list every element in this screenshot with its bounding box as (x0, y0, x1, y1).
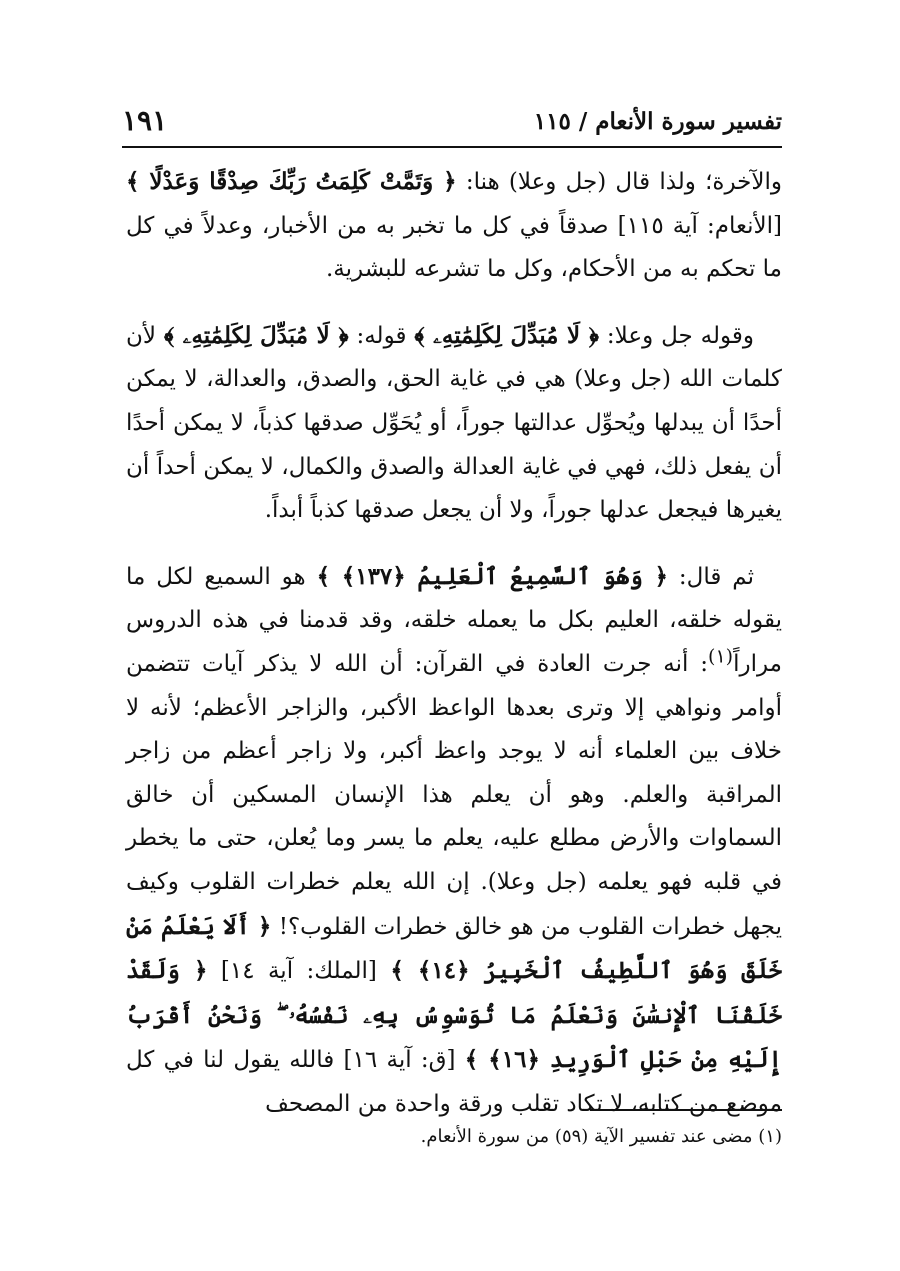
footnote: (١) مضى عند تفسير الآية (٥٩) من سورة الأنعام. (420, 1126, 782, 1147)
body-text (126, 160, 782, 1126)
footnote-reference[interactable]: (١) (708, 645, 734, 668)
page-number: ١٩١ (122, 104, 168, 137)
text-run: [الملك: آية ١٤] (207, 958, 391, 985)
text-run: قوله: (348, 322, 415, 349)
text-run: [الأنعام: آية ١١٥] صدقاً في كل ما تخبر به من الأخبار، وعدلاً في كل ما تحكم به من الأحكام، وكل ما تشرعه للبشرية. (126, 212, 782, 283)
text-run: وقوله جل وعلا: (598, 322, 754, 349)
paragraph-2 (126, 314, 782, 533)
quran-verse: ﴿ أَلَا يَعْلَمُ مَنْ خَلَقَ وَهُوَ ٱللَّطِيفُ ٱلْخَبِيرُ ﴿١٤﴾ ﴾ (126, 912, 782, 985)
quran-verse: ﴿ لَا مُبَدِّلَ لِكَلِمَٰتِهِۦ ﴾ (414, 321, 599, 349)
text-run: [ق: آية ١٦] فالله يقول لنا في كل موضع من كتابه، لا تكاد تقلب ورقة واحدة من المصحف (126, 1047, 782, 1117)
text-run: ثم قال: (667, 563, 754, 590)
paragraph-gap (126, 292, 782, 314)
quran-verse: ﴿ وَتَمَّتْ كَلِمَتُ رَبِّكَ صِدْقًا وَعَدْلًا ﴾ (126, 168, 457, 195)
paragraph-3 (126, 555, 782, 1127)
running-title: تفسير سورة الأنعام / ١١٥ (533, 108, 782, 135)
header-rule (122, 146, 782, 148)
text-run: لأن كلمات الله (جل وعلا) هي في غاية الحق، والصدق، والعدالة، لا يمكن أحدًا أن يبدلها ويُحوِّل عدالتها جوراً، أو يُحَوِّل صدقها كذباً، لا يمكن أحدًا أن يفعل ذلك، فهي في غاية العدالة والصدق والكمال، لا يمكن أحداً أن يغيرها فيجعل عدلها جوراً، ولا أن يجعل صدقها كذباً أبداً. (126, 322, 782, 524)
text-run: هو السميع لكل ما يقوله خلقه، العليم بكل ما يعمله خلقه، وقد قدمنا في هذه الدروس مراراً (126, 563, 782, 677)
page-header (122, 104, 782, 144)
text-run: والآخرة؛ ولذا قال (جل وعلا) هنا: (456, 169, 782, 195)
quran-verse: ﴿ وَهُوَ ٱلسَّمِيعُ ٱلْعَلِيمُ ﴿١٣٧﴾ ﴾ (316, 562, 668, 590)
paragraph-1 (126, 160, 782, 292)
quran-verse: ﴿ لَا مُبَدِّلَ لِكَلِمَٰتِهِۦ ﴾ (163, 321, 349, 349)
paragraph-gap (126, 533, 782, 555)
quran-verse: ﴿ وَلَقَدْ خَلَقْنَا ٱلْإِنسَٰنَ وَنَعْلَمُ مَا تُوَسْوِسُ بِهِۦ نَفْسُهُۥ ۖ وَنَحْنُ أَقْرَبُ إِلَيْهِ مِنْ حَبْلِ ٱلْوَرِيدِ ﴿١٦﴾ ﴾ (126, 957, 783, 1074)
text-run: : أنه جرت العادة في القرآن: أن الله لا يذكر آيات تتضمن أوامر ونواهي إلا وترى بعدها الواعظ الأكبر، والزاجر الأعظم؛ لأنه لا خلاف بين العلماء أنه لا يوجد واعظ أكبر، ولا زاجر أعظم من زاجر المراقبة والعلم. وهو أن يعلم هذا الإنسان المسكين أن خالق السماوات والأرض مطلع عليه، يعلم ما يسر وما يُعلن، حتى ما يخطر في قلبه فهو يعلمه (جل وعلا). إن الله يعلم خطرات القلوب وكيف يجهل خطرات القلوب من هو خالق خطرات القلوب؟! (126, 650, 782, 940)
footnote-separator (590, 1109, 782, 1111)
